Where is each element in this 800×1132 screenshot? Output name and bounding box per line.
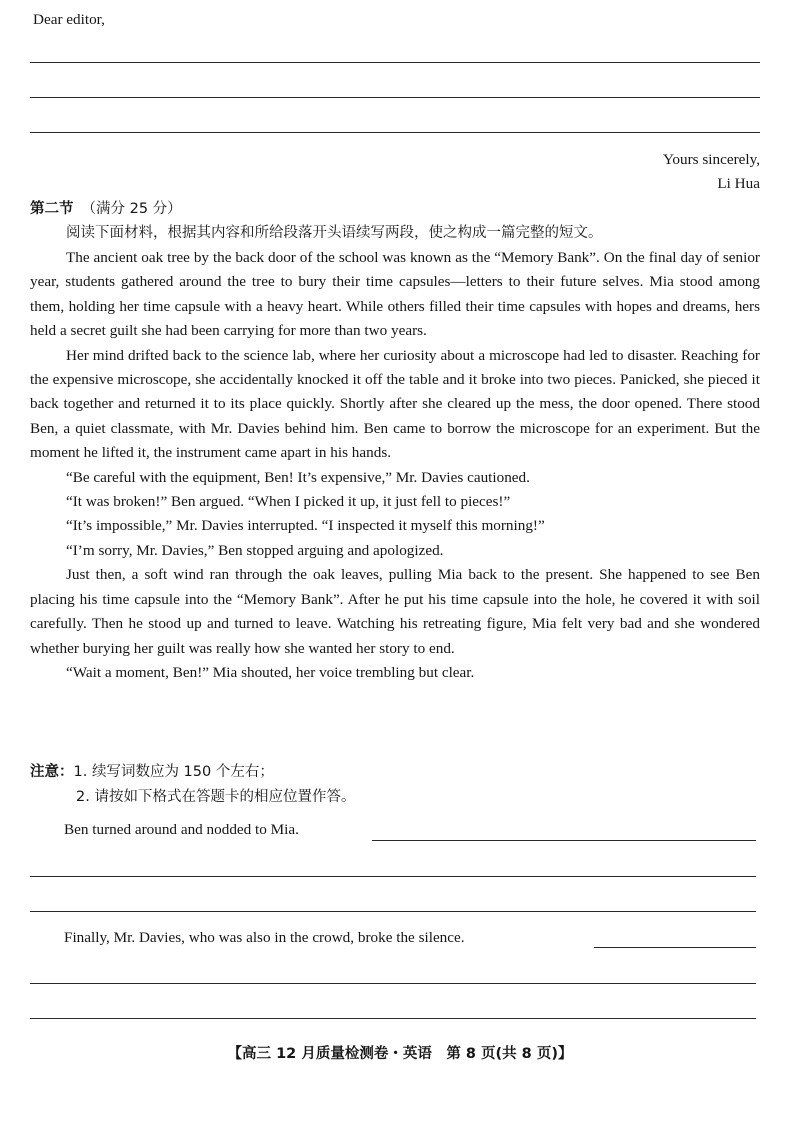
passage-paragraph: The ancient oak tree by the back door of the school was known as the “Memory Bank”. On the final day of senior year, students gathered around the tree to bury their time capsules—letters to their future selves. Mia stood among them, holding her time capsule with a heavy heart. While others filled their time capsules with hopes and dreams, hers held a secret guilt she had been carrying for more than two years.	[30, 249, 760, 340]
passage-paragraph: “It’s impossible,” Mr. Davies interrupted. “I inspected it myself this morning!”	[66, 517, 545, 535]
prompt-second: Finally, Mr. Davies, who was also in the crowd, broke the silence.	[64, 929, 465, 946]
passage-paragraph: “Wait a moment, Ben!” Mia shouted, her voice trembling but clear.	[66, 663, 475, 681]
section-title: 第二节	[30, 201, 74, 217]
passage-paragraph: “Be careful with the equipment, Ben! It’s expensive,” Mr. Davies cautioned.	[66, 468, 530, 486]
passage-paragraph: “It was broken!” Ben argued. “When I picked it up, it just fell to pieces!”	[66, 493, 511, 511]
writing-line[interactable]	[594, 947, 756, 948]
passage-paragraph: Just then, a soft wind ran through the oak leaves, pulling Mia back to the present. She happened to see Ben placing his time capsule into the “Memory Bank”. After he put his time capsule into the hole, he covered it with soil carefully. Then he stood up and turned to leave. Watching his retreating figure, Mia felt very bad and she wondered whether burying her guilt was really how she wanted her story to end.	[30, 566, 760, 657]
section-header	[30, 197, 182, 221]
letter-closing: Yours sincerely,	[662, 151, 760, 168]
writing-line[interactable]	[30, 911, 756, 912]
writing-line	[30, 132, 760, 133]
notes-item: 2. 请按如下格式在答题卡的相应位置作答。	[76, 789, 356, 805]
writing-line[interactable]	[30, 1018, 756, 1019]
passage-paragraph: “I’m sorry, Mr. Davies,” Ben stopped arguing and apologized.	[66, 541, 444, 559]
passage-paragraph: Her mind drifted back to the science lab, where her curiosity about a microscope had led to disaster. Reaching for the expensive microscope, she accidentally knocked it off the table and it broke into two pieces. Panicked, she pieced it back together and returned it to its place quickly. Shortly after she cleared up the mess, the door opened. There stood Ben, a quiet classmate, with Mr. Davies behind him. Ben came to borrow the microscope for an experiment. But the moment he lifted it, the instrument came apart in his hands.	[30, 346, 760, 462]
page-footer: 【高三 12 月质量检测卷・英语 第 8 页(共 8 页)】	[227, 1046, 573, 1062]
writing-line[interactable]	[30, 983, 756, 984]
writing-line	[30, 97, 760, 98]
notes-label: 注意：	[30, 764, 74, 780]
writing-line[interactable]	[30, 876, 756, 877]
prompt-first: Ben turned around and nodded to Mia.	[64, 821, 299, 838]
section-instruction: 阅读下面材料，根据其内容和所给段落开头语续写两段，使之构成一篇完整的短文。	[66, 225, 603, 241]
notes-item: 1. 续写词数应为 150 个左右；	[73, 764, 274, 780]
writing-line[interactable]	[372, 840, 756, 841]
reading-passage	[30, 246, 760, 685]
letter-signature: Li Hua	[717, 175, 760, 192]
notes	[30, 760, 274, 784]
writing-line	[30, 62, 760, 63]
section-score: （满分 25 分）	[81, 201, 182, 217]
letter-greeting: Dear editor,	[33, 11, 105, 28]
